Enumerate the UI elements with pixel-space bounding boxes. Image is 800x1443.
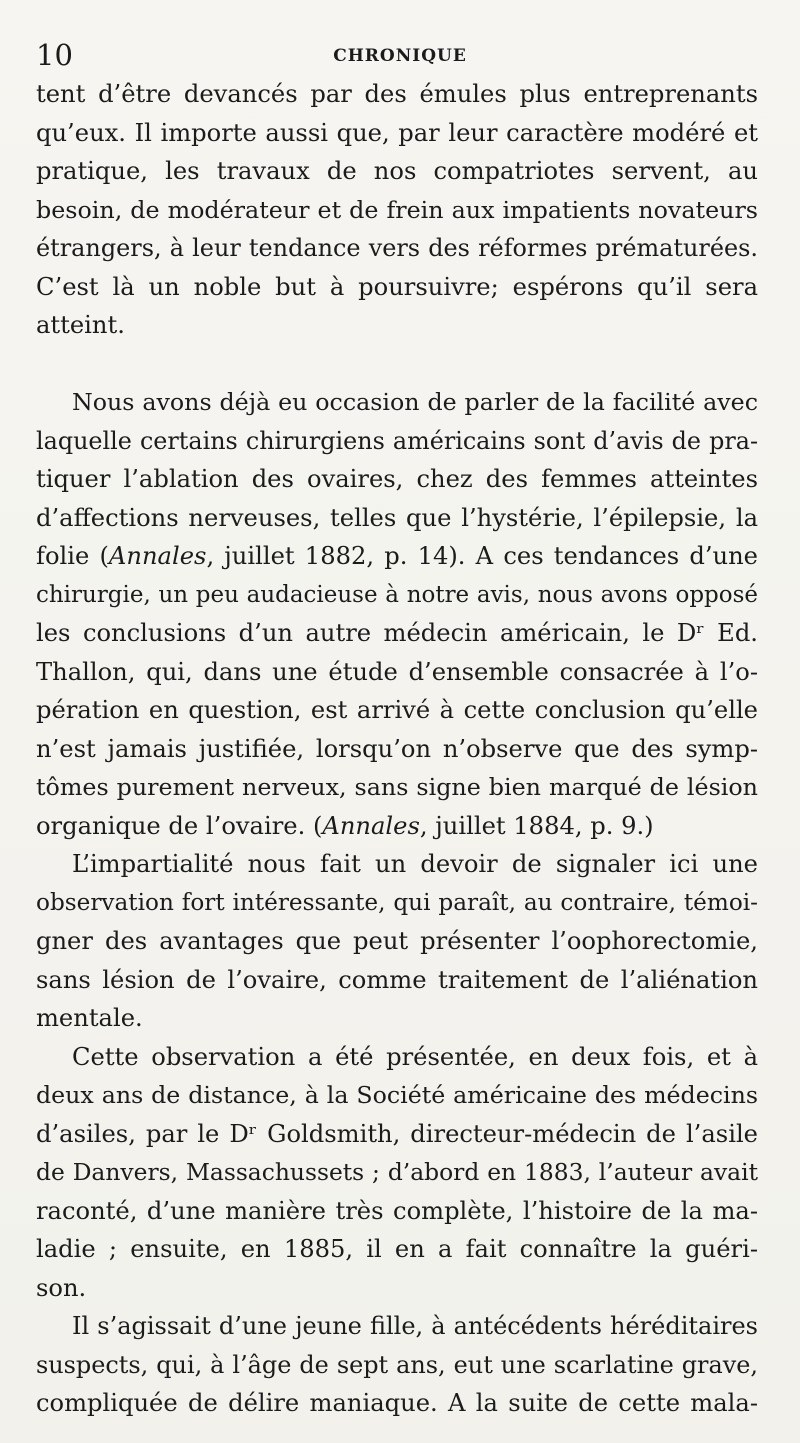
text-segment: folie ( (36, 542, 109, 570)
text-line: qu’eux. Il importe aussi que, par leur caractère modéré et (36, 118, 758, 147)
text-line: tômes purement nerveux, sans signe bien marqué de lésion (36, 773, 758, 801)
text-line: son. (36, 1273, 87, 1302)
text-line (36, 807, 758, 846)
italic-citation: Annales (322, 811, 420, 840)
paragraph (36, 845, 758, 1038)
text-line: L’impartialité nous fait un devoir de signaler ici une (72, 850, 758, 878)
text-line: Cette observation a été présentée, en deux fois, et à (72, 1042, 758, 1071)
page-number: 10 (36, 38, 73, 72)
paragraph (36, 1038, 758, 1308)
text-line: compliquée de délire maniaque. A la suite de cette mala- (36, 1389, 758, 1417)
text-line: Il s’agissait d’une jeune fille, à antécédents héréditaires (72, 1312, 758, 1340)
text-line: tent d’être devancés par des émules plus entreprenants (36, 80, 758, 108)
paragraph (36, 383, 758, 845)
text-line: pération en question, est arrivé à cette conclusion qu’elle (36, 696, 758, 724)
text-line: C’est là un noble but à poursuivre; espérons qu’il sera (36, 272, 758, 301)
italic-citation: Annales (108, 542, 207, 570)
text-line (36, 537, 758, 576)
text-line: raconté, d’une manière très complète, l’histoire de la ma- (36, 1196, 758, 1225)
paragraph (36, 75, 758, 345)
text-line: les conclusions d’un autre médecin américain, le Dʳ Ed. (36, 619, 758, 647)
text-line: observation fort intéressante, qui paraît, au contraire, témoi- (36, 889, 758, 916)
paragraph-gap (36, 345, 758, 384)
text-line: pratique, les travaux de nos compatriotes servent, au (36, 157, 758, 185)
text-line: Nous avons déjà eu occasion de parler de la facilité avec (72, 388, 758, 416)
text-line: Thallon, qui, dans une étude d’ensemble consacrée à l’o- (36, 657, 758, 686)
text-line: tiquer l’ablation des ovaires, chez des femmes atteintes (36, 465, 758, 493)
text-line: mentale. (36, 1004, 143, 1032)
text-line: chirurgie, un peu audacieuse à notre avis, nous avons opposé (36, 581, 758, 608)
text-line: suspects, qui, à l’âge de sept ans, eut une scarlatine grave, (36, 1350, 758, 1379)
text-line: sans lésion de l’ovaire, comme traitement de l’aliénation (36, 965, 758, 994)
text-segment: organique de l’ovaire. ( (36, 811, 323, 840)
running-title: CHRONIQUE (333, 46, 467, 66)
paragraph (36, 1307, 758, 1423)
text-line: étrangers, à leur tendance vers des réformes prématurées. (36, 234, 758, 262)
text-line: gner des avantages que peut présenter l’oophorectomie, (36, 927, 758, 955)
text-line: deux ans de distance, à la Société américaine des médecins (36, 1081, 758, 1109)
text-line: d’affections nerveuses, telles que l’hystérie, l’épilepsie, la (36, 503, 758, 532)
text-line: laquelle certains chirurgiens américains sont d’avis de pra- (36, 426, 758, 455)
text-line: besoin, de modérateur et de frein aux impatients novateurs (36, 195, 758, 224)
text-line: ladie ; ensuite, en 1885, il en a fait connaître la guéri- (36, 1235, 758, 1263)
text-line: d’asiles, par le Dʳ Goldsmith, directeur-médecin de l’asile (36, 1119, 758, 1148)
page-header (36, 38, 764, 72)
text-segment: , juillet 1884, p. 9.) (419, 811, 654, 840)
text-segment: , juillet 1882, p. 14). A ces tendances d’une (206, 542, 758, 570)
text-line: atteint. (36, 311, 125, 339)
text-line: n’est jamais justifiée, lorsqu’on n’observe que des symp- (36, 734, 758, 763)
text-line: de Danvers, Massachussets ; d’abord en 1883, l’auteur avait (36, 1158, 758, 1186)
document-body (36, 75, 758, 1423)
